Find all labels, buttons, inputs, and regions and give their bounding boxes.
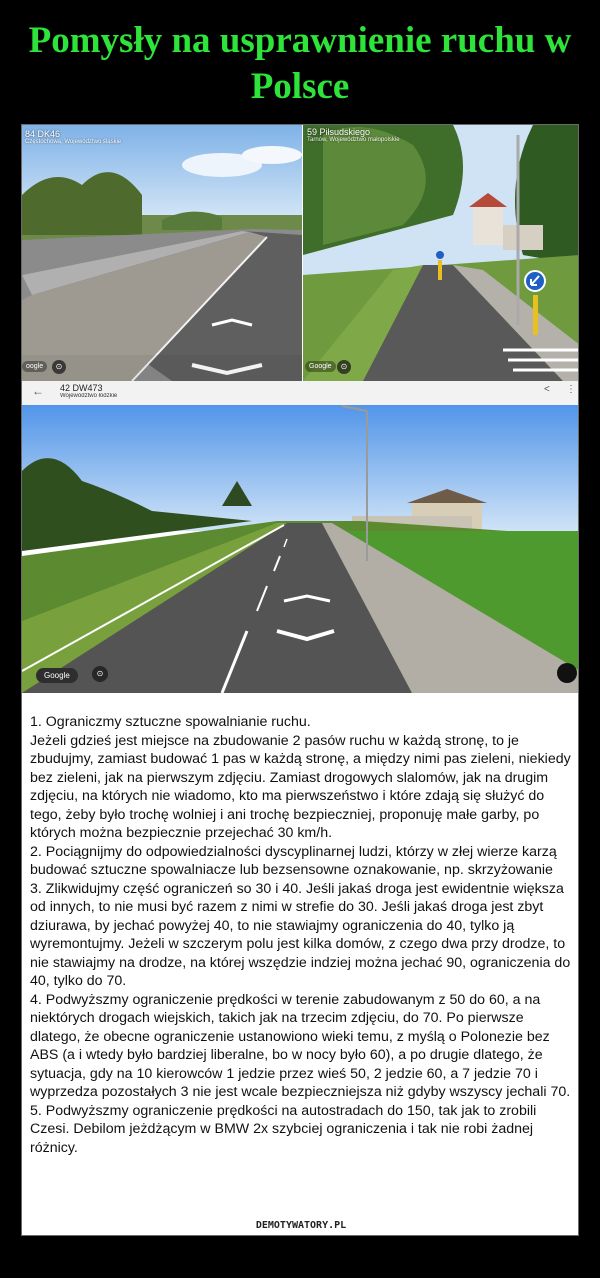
street-view-left-label bbox=[25, 129, 121, 145]
compass-icon[interactable]: ⊙ bbox=[52, 360, 66, 374]
google-logo: Google bbox=[305, 361, 336, 372]
region-name: Tarnów, Województwo małopolskie bbox=[307, 137, 400, 143]
back-arrow-icon[interactable]: ← bbox=[32, 384, 44, 398]
google-logo: oogle bbox=[22, 361, 47, 372]
demotivator-frame bbox=[21, 124, 579, 1236]
more-icon[interactable]: ⋮ bbox=[566, 384, 576, 395]
article-paragraph: 3. Zlikwidujmy część ograniczeń so 30 i 40. Jeśli jakaś droga jest ewidentnie większa od innych, to nie musi być razem z nimi w strefie do 30. Jeśli jakaś droga jest zbyt dziurawa, by jechać powyżej 40, to nie stawiajmy ograniczenia do 40, tylko ją wyremontujmy. Jeżeli w szczerym polu jest kilka domów, z czego dwa przy drodze, to nie stawiajmy na drodze, na której wszędzie indziej można jechać 90, ograniczenia do 40, tylko do 70. bbox=[30, 880, 571, 989]
street-view-right bbox=[303, 125, 579, 381]
road-name: 59 Piłsudskiego bbox=[307, 127, 371, 137]
article-paragraph: 2. Pociągnijmy do odpowiedzialności dyscyplinarnej ludzi, którzy w złej wierze karzą budować sztuczne spowalniacze lub bezsensowne oznakowanie, np. skrzyżowanie bbox=[30, 843, 557, 878]
street-view-right-image bbox=[303, 125, 579, 381]
street-view-bottom-label bbox=[60, 383, 117, 399]
street-view-bottom bbox=[22, 381, 579, 693]
article-paragraph: Jeżeli gdzieś jest miejsce na zbudowanie 2 pasów ruchu w każdą stronę, to je zbudujmy, zamiast budować 1 pas w każdą stronę, a między nimi pas zieleni, niekiedy bez zieleni, jak na pierwszym zdjęciu. Zamiast drogowych slalomów, jak na drugim zdjęciu, na których nie wiadomo, kto ma pierwszeństwo i które zdają się służyć do tego, żeby było trochę wolniej i ani trochę bezpieczniej, proponuję małe garby, po których można bezpiecznie przejechać 30 km/h. bbox=[30, 732, 571, 841]
compass-icon[interactable]: ⊙ bbox=[337, 360, 351, 374]
street-view-bottom-image bbox=[22, 381, 579, 693]
google-logo: Google bbox=[36, 668, 78, 683]
watermark: DEMOTYWATORY.PL bbox=[255, 1220, 347, 1231]
compass-icon[interactable]: ⊙ bbox=[92, 666, 108, 682]
article-text bbox=[30, 713, 572, 1157]
region-name: Województwo łódzkie bbox=[60, 393, 118, 399]
street-view-right-label bbox=[307, 127, 400, 143]
share-icon[interactable]: < bbox=[544, 384, 550, 395]
road-name: 42 DW473 bbox=[60, 383, 103, 393]
street-view-left-image bbox=[22, 125, 302, 381]
street-view-left bbox=[22, 125, 302, 381]
article-paragraph: 5. Podwyższmy ograniczenie prędkości na autostradach do 150, tak jak to zrobili Czesi. Debilom jeżdżącym w BMW 2x szybciej ograniczenia i tak nie robi żadnej różnicy. bbox=[30, 1102, 537, 1156]
page-title: Pomysły na usprawnienie ruchu w Polsce bbox=[28, 20, 572, 107]
article-paragraph: 4. Podwyższmy ograniczenie prędkości w terenie zabudowanym z 50 do 60, a na niektórych drogach wiejskich, takich jak na trzecim zdjęciu, do 70. Po pierwsze dlatego, że obecne ograniczenie ustanowiono wieki temu, z myślą o Polonezie bez ABS (a i wtedy było bardziej liberalne, bo w nocy było 60), a po drugie dlatego, że sytuacja, gdy na 10 kierowców 1 jedzie przez wieś 50, 2 jedzie 60, a 7 jedzie 70 i wyprzedza pozostałych 3 nie jest wcale bezpieczniejsza niż gdyby wszyscy jechali 70. bbox=[30, 991, 571, 1100]
road-name: 84 DK46 bbox=[25, 129, 61, 139]
article-paragraph: 1. Ograniczmy sztuczne spowalnianie ruchu. bbox=[30, 714, 311, 730]
region-name: Częstochowa, Województwo śląskie bbox=[25, 139, 122, 145]
